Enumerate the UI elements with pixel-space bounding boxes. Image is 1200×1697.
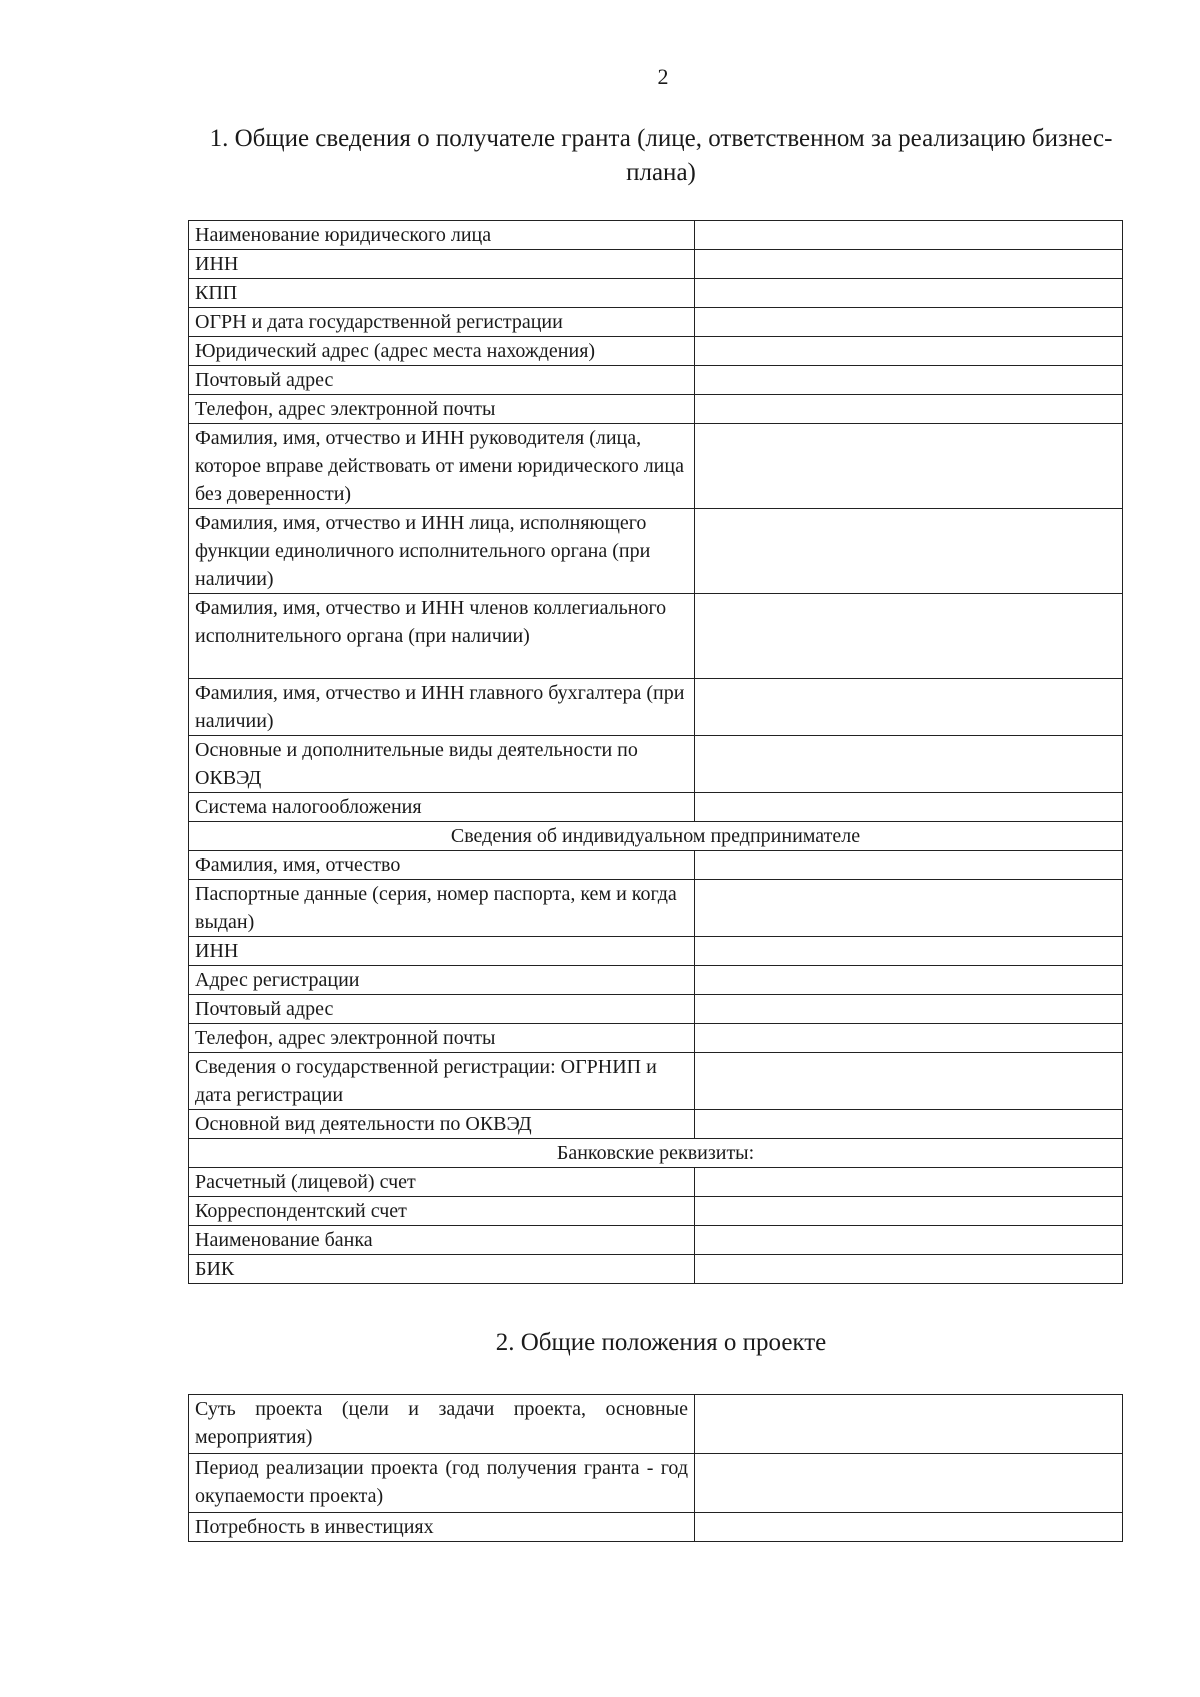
row-value-field[interactable] (695, 851, 1123, 880)
row-value-field[interactable] (695, 250, 1123, 279)
table-row (189, 594, 1123, 679)
table-row (189, 1168, 1123, 1197)
table-row (189, 793, 1123, 822)
row-label: КПП (189, 279, 695, 308)
table-row (189, 424, 1123, 509)
table-row (189, 1024, 1123, 1053)
table-row (189, 880, 1123, 937)
row-label: Корреспондентский счет (189, 1197, 695, 1226)
row-label: Основные и дополнительные виды деятельности по ОКВЭД (189, 736, 695, 793)
row-value-field[interactable] (695, 937, 1123, 966)
row-label: Фамилия, имя, отчество (189, 851, 695, 880)
table-row (189, 1053, 1123, 1110)
table-row (189, 679, 1123, 736)
row-value-field[interactable] (695, 1454, 1123, 1513)
table-row (189, 1110, 1123, 1139)
row-value-field[interactable] (695, 793, 1123, 822)
row-label: Основной вид деятельности по ОКВЭД (189, 1110, 695, 1139)
row-value-field[interactable] (695, 995, 1123, 1024)
row-label: Телефон, адрес электронной почты (189, 395, 695, 424)
row-value-field[interactable] (695, 395, 1123, 424)
table-row (189, 221, 1123, 250)
ip-section-header: Сведения об индивидуальном предпринимателе (189, 822, 1123, 851)
table-row (189, 995, 1123, 1024)
row-label: ИНН (189, 250, 695, 279)
row-label: Потребность в инвестициях (189, 1513, 695, 1542)
row-label: Суть проекта (цели и задачи проекта, основные мероприятия) (189, 1395, 695, 1454)
table-row (189, 1197, 1123, 1226)
row-label: Наименование банка (189, 1226, 695, 1255)
row-label: Фамилия, имя, отчество и ИНН членов коллегиального исполнительного органа (при наличии) (189, 594, 695, 679)
row-label: Период реализации проекта (год получения гранта - год окупаемости проекта) (189, 1454, 695, 1513)
project-overview-table (188, 1394, 1123, 1542)
row-label: Наименование юридического лица (189, 221, 695, 250)
row-label: Расчетный (лицевой) счет (189, 1168, 695, 1197)
row-value-field[interactable] (695, 880, 1123, 937)
row-value-field[interactable] (695, 966, 1123, 995)
row-label: Фамилия, имя, отчество и ИНН лица, исполняющего функции единоличного исполнительного органа (при наличии) (189, 509, 695, 594)
table-row (189, 851, 1123, 880)
row-label: Юридический адрес (адрес места нахождения) (189, 337, 695, 366)
row-value-field[interactable] (695, 509, 1123, 594)
row-value-field[interactable] (695, 736, 1123, 793)
row-label: ОГРН и дата государственной регистрации (189, 308, 695, 337)
table-row (189, 1454, 1123, 1513)
row-value-field[interactable] (695, 1255, 1123, 1284)
row-label: БИК (189, 1255, 695, 1284)
row-label: Почтовый адрес (189, 995, 695, 1024)
table-row (189, 308, 1123, 337)
row-value-field[interactable] (695, 1110, 1123, 1139)
row-value-field[interactable] (695, 279, 1123, 308)
row-value-field[interactable] (695, 1395, 1123, 1454)
row-value-field[interactable] (695, 679, 1123, 736)
bank-section-header: Банковские реквизиты: (189, 1139, 1123, 1168)
table-row (189, 736, 1123, 793)
table-row (189, 1395, 1123, 1454)
row-value-field[interactable] (695, 366, 1123, 395)
section-1-title: 1. Общие сведения о получателе гранта (лице, ответственном за реализацию бизнес-плана) (209, 125, 1113, 186)
row-value-field[interactable] (695, 424, 1123, 509)
table-row (189, 966, 1123, 995)
row-label: Телефон, адрес электронной почты (189, 1024, 695, 1053)
row-label: Фамилия, имя, отчество и ИНН главного бухгалтера (при наличии) (189, 679, 695, 736)
row-value-field[interactable] (695, 337, 1123, 366)
table-row (189, 1255, 1123, 1284)
row-value-field[interactable] (695, 594, 1123, 679)
section-2-title: 2. Общие положения о проекте (495, 1329, 827, 1356)
row-value-field[interactable] (695, 221, 1123, 250)
ip-section-header-row (189, 822, 1123, 851)
grant-recipient-table (188, 220, 1123, 1284)
table-row (189, 337, 1123, 366)
table-row (189, 1226, 1123, 1255)
table-row (189, 279, 1123, 308)
row-value-field[interactable] (695, 1053, 1123, 1110)
row-label: Паспортные данные (серия, номер паспорта, кем и когда выдан) (189, 880, 695, 937)
row-value-field[interactable] (695, 1024, 1123, 1053)
row-value-field[interactable] (695, 1226, 1123, 1255)
row-label: Фамилия, имя, отчество и ИНН руководителя (лица, которое вправе действовать от имени юридического лица без доверенности) (189, 424, 695, 509)
row-value-field[interactable] (695, 1168, 1123, 1197)
table-row (189, 509, 1123, 594)
table-row (189, 366, 1123, 395)
row-label: Система налогообложения (189, 793, 695, 822)
table-row (189, 250, 1123, 279)
row-value-field[interactable] (695, 1197, 1123, 1226)
row-label: ИНН (189, 937, 695, 966)
table-row (189, 1513, 1123, 1542)
table-row (189, 395, 1123, 424)
table-row (189, 937, 1123, 966)
row-label: Почтовый адрес (189, 366, 695, 395)
row-label: Адрес регистрации (189, 966, 695, 995)
page-number: 2 (657, 64, 669, 89)
bank-section-header-row (189, 1139, 1123, 1168)
row-value-field[interactable] (695, 308, 1123, 337)
row-value-field[interactable] (695, 1513, 1123, 1542)
row-label: Сведения о государственной регистрации: ОГРНИП и дата регистрации (189, 1053, 695, 1110)
